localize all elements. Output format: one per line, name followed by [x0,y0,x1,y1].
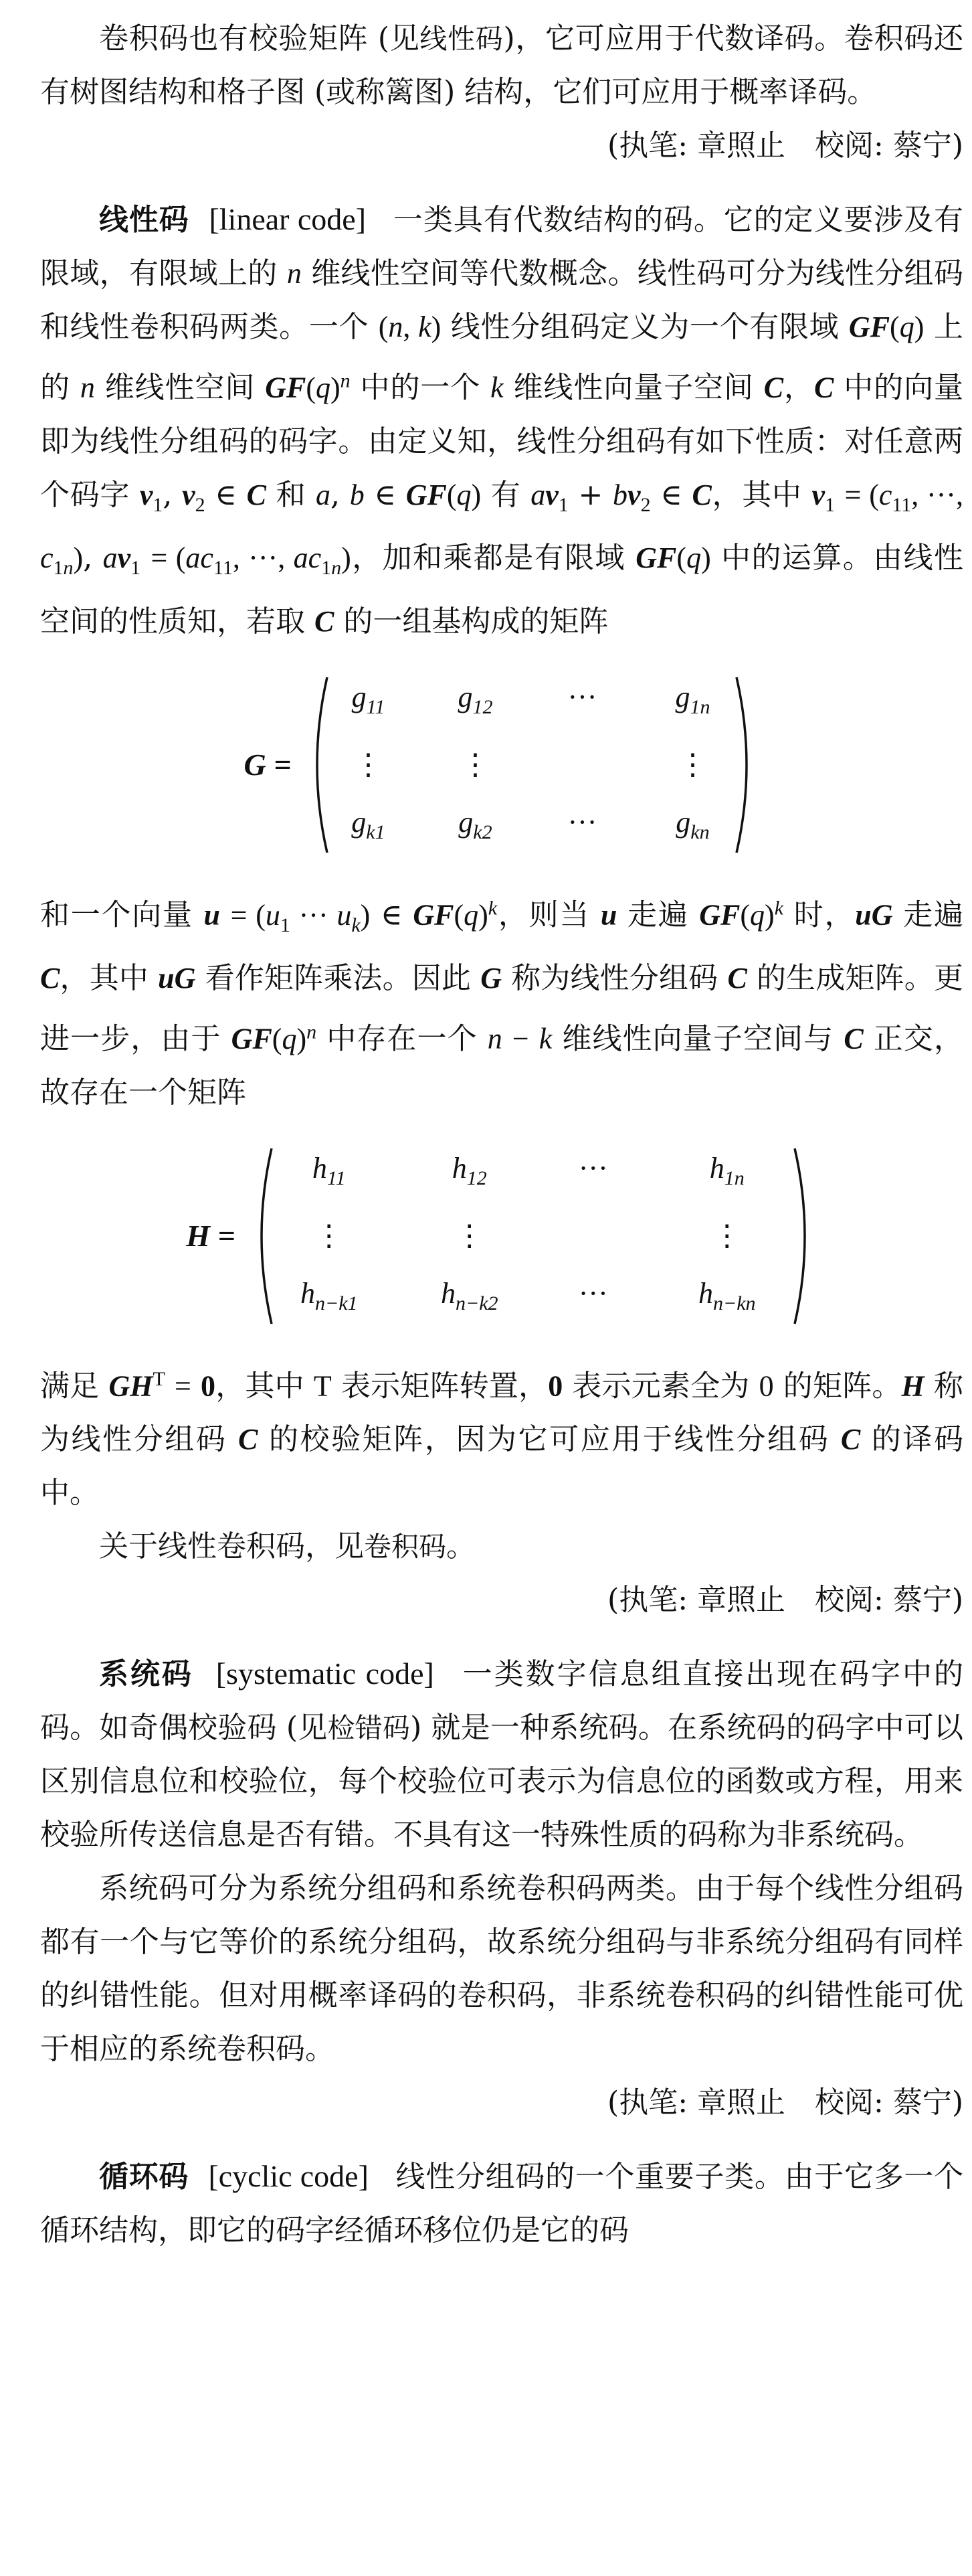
matrix-cell: ⋮ [454,1219,484,1252]
cyclic-code-paragraph-1: 线性分组码的一个重要子类。由于它多一个循环结构，即它的码字经循环移位仍是它的码 [40,2160,964,2248]
matrix-cell: ··· [578,1151,608,1185]
matrix-cell: $h_{1n}$ [709,1151,745,1189]
matrix-cell: ⋮ [353,748,383,782]
linear-code-headword: 线性码 [99,203,189,237]
matrix-cell: ⋮ [678,748,708,782]
matrix-cell: $g_{11}$ [351,681,385,719]
parity-check-matrix-lhs: H = [186,1218,235,1253]
cyclic-code-entry [40,2150,963,2257]
matrix-cell: $g_{k1}$ [351,806,385,843]
matrix-cell: ··· [578,1276,608,1310]
parity-check-matrix [40,1140,963,1333]
cyclic-code-english: [cyclic code] [208,2159,369,2194]
intro-paragraph: 卷积码也有校验矩阵 (见线性码)，它可应用于代数译码。卷积码还有树图结构和格子图 (或称篱图) 结构，它们可应用于概率译码。 [40,21,964,109]
matrix-cell: $h_{11}$ [312,1151,346,1189]
intro-credit: (执笔: 章照止 校阅: 蔡宁) [607,128,963,163]
generator-matrix [40,669,963,861]
linear-code-entry: 线性码 [linear code] 一类具有代数结构的码。它的定义要涉及有限域，有限域上的 n 维线性空间等代数概念。线性码可分为线性分组码和线性卷积码两类。一个 (n, k) 线性分组码定义为一个有限域 GF(q) 上的 n 维线性空间 $GF(q)^n$ 中的一个 k 维线性向量子空间 C，C 中的向量即为线性分组码的码字。由定义知，线性分组码有如下性质：对任意两个码字 $v_1$, $v_2$ ∈ C 和 a, b ∈ GF(q) 有 $av_1 + bv_2$ ∈ C，其中 $v_1 = (c_{11}$, ···, $c_{1n}$), $av_1 = (ac_{11}$, ···, $ac_{1n}$)，加和乘都是有限域 GF(q) 中的运算。由线性空间的性质知，若取 C 的一组基构成的矩阵 [40,202,963,639]
matrix-cell [545,736,619,794]
linear-code-english: [linear code] [209,202,367,236]
linear-code-paragraph-3: 满足 $GH^T = 0$，其中 T 表示矩阵转置，0 表示元素全为 0 的矩阵。H 称为线性分组码 C 的校验矩阵，因为它可应用于线性分组码 C 的译码中。 [40,1367,963,1511]
right-paren-icon [733,675,759,855]
systematic-code-english: [systematic code] [215,1656,434,1691]
matrix-cell: $g_{k2}$ [458,806,492,843]
text-column [40,12,963,2257]
matrix-cell: $h_{n-k2}$ [440,1276,498,1314]
linear-code-paragraph-2: 和一个向量 $u = (u_1$ ··· $u_k$) ∈ $GF(q)^k$，则当 u 走遍 $GF(q)^k$ 时，uG 走遍 C，其中 uG 看作矩阵乘法。因此 G 称为线性分组码 C 的生成矩阵。更进一步，由于 $GF(q)^n$ 中存在一个 n − k 维线性向量子空间与 C 正交，故存在一个矩阵 [40,896,963,1110]
matrix-cell: $g_{12}$ [458,681,493,719]
matrix-cell [557,1207,630,1265]
matrix-cell: ⋮ [314,1219,344,1252]
generator-matrix-lhs: G = [244,748,292,782]
matrix-cell: ··· [567,681,597,714]
systematic-code-headword: 系统码 [99,1657,193,1692]
matrix-cell: $h_{n-kn}$ [698,1276,756,1314]
matrix-cell: ⋮ [460,748,490,782]
matrix-cell: $g_{kn}$ [676,806,710,843]
right-paren-icon [791,1146,817,1326]
cyclic-code-headword: 循环码 [99,2160,189,2195]
systematic-code-entry: 系统码 [systematic code] 一类数字信息组直接出现在码字中的码。如奇偶校验码 (见检错码) 就是一种系统码。在系统码的码字中可以区别信息位和校验位，每个校验位可表示为信息位的函数或方程，用来校验所传送信息是否有错。不具有这一特殊性质的码称为非系统码。 [40,1656,964,1853]
matrix-cell: $h_{n-k1}$ [300,1276,358,1314]
systematic-code-credit: (执笔: 章照止 校阅: 蔡宁) [607,2085,963,2120]
matrix-cell: $g_{1n}$ [675,681,710,719]
left-paren-icon [249,1146,276,1326]
matrix-cell: ··· [567,806,597,839]
systematic-code-paragraph-2: 系统码可分为系统分组码和系统卷积码两类。由于每个线性分组码都有一个与它等价的系统分组码，故系统分组码与非系统分组码有同样的纠错性能。但对用概率译码的卷积码，非系统卷积码的纠错性能可优于相应的系统卷积码。 [40,1871,963,2067]
linear-code-credit: (执笔: 章照止 校阅: 蔡宁) [607,1583,963,1618]
left-paren-icon [304,675,331,855]
linear-code-paragraph-4: 关于线性卷积码，见卷积码。 [99,1529,476,1564]
matrix-cell: $h_{12}$ [452,1151,487,1189]
matrix-cell: ⋮ [712,1219,742,1252]
